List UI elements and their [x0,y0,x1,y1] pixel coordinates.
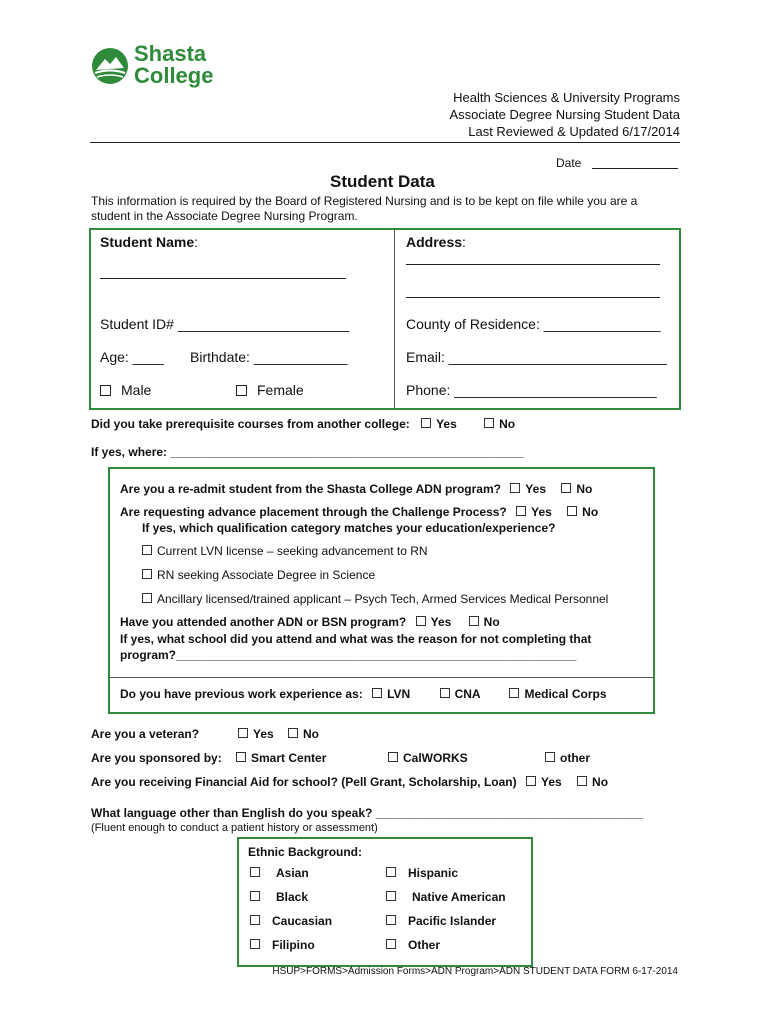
checkbox-icon[interactable] [510,483,520,493]
intro-line2: student in the Associate Degree Nursing Program. [91,209,358,223]
ethnic-native-american-option[interactable]: Native American [386,890,506,904]
ethnic-other-option[interactable]: Other [386,938,440,952]
shasta-mountain-icon [90,46,130,86]
checkbox-icon[interactable] [372,688,382,698]
veteran-question: Are you a veteran? [91,727,200,741]
footer-path: HSUP>FORMS>Admission Forms>ADN Program>ADN STUDENT DATA FORM 6-17-2014 [272,966,678,977]
work-question: Do you have previous work experience as: LVN CNA Medical Corps [120,687,607,701]
address-label: Address: [406,234,466,250]
prereq-question: Did you take prerequisite courses from another college: Yes No [91,417,516,431]
logo [90,41,230,92]
checkbox-icon[interactable] [250,939,260,949]
sponsored-question: Are you sponsored by: [91,751,222,765]
header-divider [90,142,680,143]
checkbox-icon[interactable] [509,688,519,698]
financial-no-option[interactable]: No [577,775,608,789]
ethnic-filipino-option[interactable]: Filipino [250,938,315,952]
work-cna-option[interactable]: CNA [440,687,481,701]
checkbox-icon[interactable] [526,776,536,786]
school-question-line1: If yes, what school did you attend and what was the reason for not completing that [120,632,592,646]
sponsor-smart-center-option[interactable]: Smart Center [236,751,326,765]
checkbox-icon[interactable] [236,752,246,762]
checkbox-icon[interactable] [142,569,152,579]
checkbox-icon[interactable] [416,616,426,626]
language-question[interactable]: What language other than English do you speak? ________________________________________ [91,806,643,820]
checkbox-icon[interactable] [250,915,260,925]
header-line2: Associate Degree Nursing Student Data [449,107,680,122]
category-option-lvn[interactable]: Current LVN license – seeking advancement to RN [142,544,428,558]
category-option-ancillary[interactable]: Ancillary licensed/trained applicant – Psych Tech, Armed Services Medical Personnel [142,592,608,606]
student-id-field[interactable]: Student ID# ______________________ [100,316,350,332]
header-line3: Last Reviewed & Updated 6/17/2014 [468,124,680,139]
checkbox-icon[interactable] [288,728,298,738]
advance-yes-option[interactable]: Yes [516,505,552,519]
other-program-no-option[interactable]: No [469,615,500,629]
checkbox-icon[interactable] [567,506,577,516]
checkbox-icon[interactable] [484,418,494,428]
financial-yes-option[interactable]: Yes [526,775,562,789]
language-note: (Fluent enough to conduct a patient history or assessment) [91,822,378,834]
ethnic-black-option[interactable]: Black [250,890,308,904]
logo-line2: College [134,63,214,88]
checkbox-icon[interactable] [421,418,431,428]
checkbox-icon[interactable] [386,915,396,925]
phone-field[interactable]: Phone: __________________________ [406,382,657,398]
school-question-field[interactable]: program?____________________________________________________________ [120,648,577,662]
checkbox-icon[interactable] [561,483,571,493]
prereq-no-option[interactable]: No [484,417,515,431]
male-option[interactable]: Male [100,382,151,398]
birthdate-field[interactable]: Birthdate: ____________ [190,349,348,365]
female-checkbox-icon[interactable] [236,385,247,396]
sponsor-other-option[interactable]: other [545,751,590,765]
checkbox-icon[interactable] [250,891,260,901]
checkbox-icon[interactable] [516,506,526,516]
checkbox-icon[interactable] [250,867,260,877]
ethnic-title: Ethnic Background: [248,845,363,859]
checkbox-icon[interactable] [440,688,450,698]
checkbox-icon[interactable] [386,891,396,901]
category-question: If yes, which qualification category matches your education/experience? [142,521,556,535]
other-program-yes-option[interactable]: Yes [416,615,452,629]
age-field[interactable]: Age: ____ [100,349,164,365]
prereq-yes-option[interactable]: Yes [421,417,457,431]
work-lvn-option[interactable]: LVN [372,687,410,701]
category-option-rn[interactable]: RN seeking Associate Degree in Science [142,568,375,582]
checkbox-icon[interactable] [469,616,479,626]
intro-line1: This information is required by the Board of Registered Nursing and is to be kept on file while you are a [91,194,638,208]
readmit-question: Are you a re-admit student from the Shasta College ADN program? Yes No [120,482,593,496]
ethnic-hispanic-option[interactable]: Hispanic [386,866,458,880]
checkbox-icon[interactable] [388,752,398,762]
veteran-yes-option[interactable]: Yes [238,727,274,741]
student-box-divider [394,229,395,409]
other-program-question: Have you attended another ADN or BSN program? Yes No [120,615,500,629]
admit-box-divider [110,677,653,678]
if-yes-where-field[interactable]: If yes, where: _____________________________________________________ [91,445,525,459]
advance-question: Are requesting advance placement through the Challenge Process? Yes No [120,505,599,519]
ethnic-asian-option[interactable]: Asian [250,866,309,880]
header-line1: Health Sciences & University Programs [453,90,680,105]
veteran-no-option[interactable]: No [288,727,319,741]
ethnic-pacific-islander-option[interactable]: Pacific Islander [386,914,496,928]
checkbox-icon[interactable] [545,752,555,762]
county-field[interactable]: County of Residence: _______________ [406,316,661,332]
logo-line1: Shasta [134,41,207,66]
female-option[interactable]: Female [236,382,304,398]
financial-aid-question: Are you receiving Financial Aid for school? (Pell Grant, Scholarship, Loan) Yes No [91,775,609,789]
checkbox-icon[interactable] [142,593,152,603]
checkbox-icon[interactable] [238,728,248,738]
student-name-label: Student Name: [100,234,199,250]
checkbox-icon[interactable] [386,867,396,877]
address-field-1[interactable] [406,264,660,265]
checkbox-icon[interactable] [142,545,152,555]
advance-no-option[interactable]: No [567,505,598,519]
checkbox-icon[interactable] [386,939,396,949]
male-checkbox-icon[interactable] [100,385,111,396]
email-field[interactable]: Email: ____________________________ [406,349,667,365]
student-name-field[interactable] [100,278,346,279]
readmit-no-option[interactable]: No [561,482,592,496]
ethnic-caucasian-option[interactable]: Caucasian [250,914,332,928]
readmit-yes-option[interactable]: Yes [510,482,546,496]
date-field[interactable] [592,168,678,169]
checkbox-icon[interactable] [577,776,587,786]
address-field-2[interactable] [406,297,660,298]
work-medical-corps-option[interactable]: Medical Corps [509,687,606,701]
sponsor-calworks-option[interactable]: CalWORKS [388,751,468,765]
page-title: Student Data [330,172,435,191]
date-label: Date [556,156,582,170]
